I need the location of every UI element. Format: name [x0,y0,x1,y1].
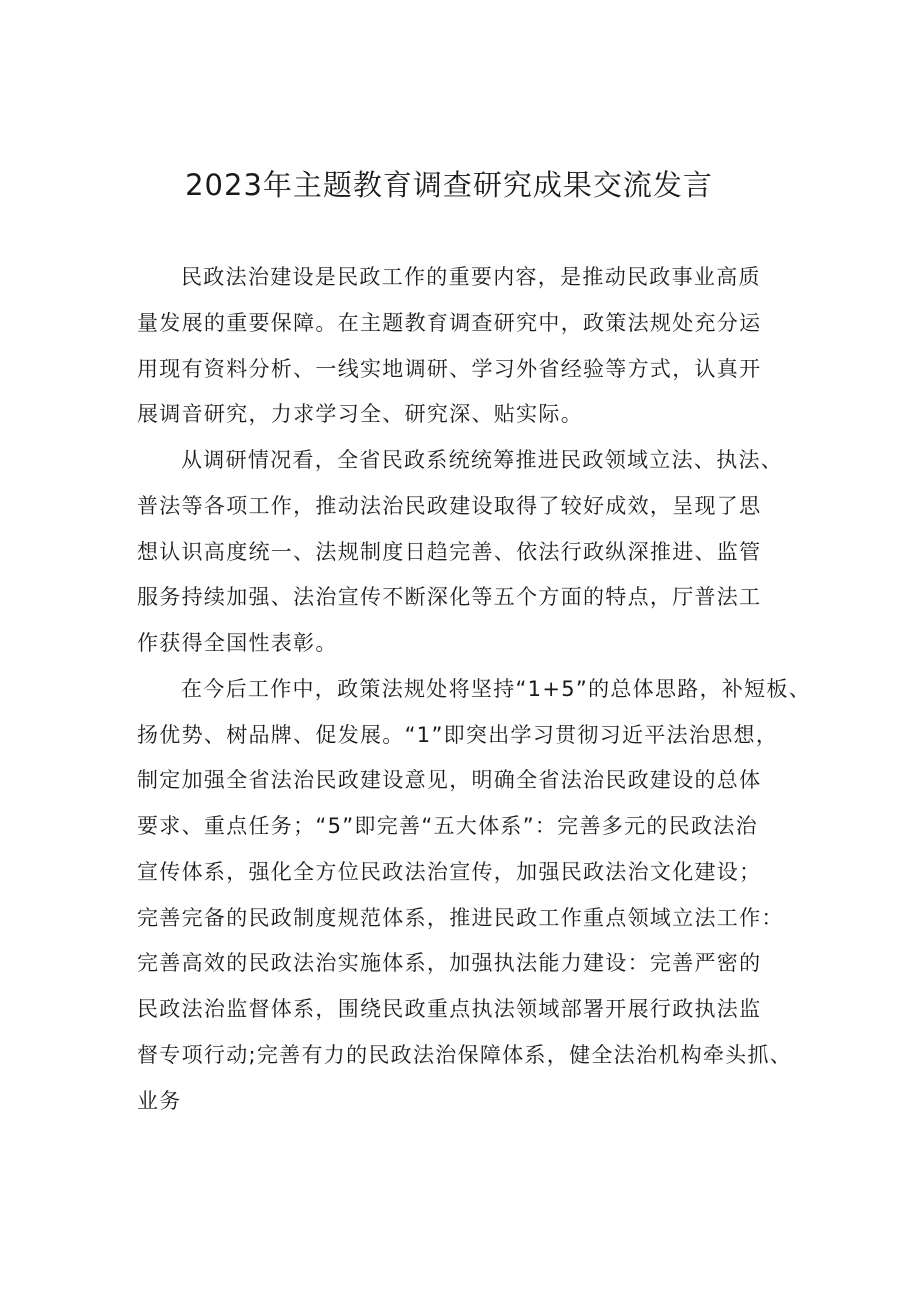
document-title: 2023年主题教育调查研究成果交流发言 [185,168,713,202]
paragraph-line: 完善完备的民政制度规范体系，推进民政工作重点领域立法工作： [137,905,784,930]
paragraph-line: 作获得全国性表彰。 [137,631,338,655]
paragraph-line: 扬优势、树品牌、促发展。“1”即突出学习贯彻习近平法治思想， [137,722,779,747]
paragraph-line: 完善高效的民政法治实施体系，加强执法能力建设：完善严密的 [137,951,762,976]
paragraph-line: 服务持续加强、法治宣传不断深化等五个方面的特点，厅普法工 [137,585,762,610]
paragraph-line: 业务 [137,1088,182,1113]
paragraph-line: 展调音研究，力求学习全、研究深、贴实际。 [137,402,583,427]
paragraph-line: 在今后工作中，政策法规处将坚持“1+5”的总体思路，补短板、 [181,676,812,701]
paragraph-line: 宣传体系，强化全方位民政法治宣传，加强民政法治文化建设； [137,859,762,884]
paragraph-line: 从调研情况看，全省民政系统统筹推进民政领域立法、执法、 [181,448,784,472]
paragraph-line: 制定加强全省法治民政建设意见，明确全省法治民政建设的总体 [137,768,762,793]
paragraph-line: 用现有资料分析、一线实地调研、学习外省经验等方式，认真开 [137,356,762,381]
paragraph-3 [137,667,817,1125]
paragraph-line: 民政法治监督体系，围绕民政重点执法领域部署开展行政执法监 [137,997,762,1021]
paragraph-line: 民政法治建设是民政工作的重要内容，是推动民政事业高质 [181,265,761,289]
paragraph-line: 要求、重点任务；“5”即完善“五大体系”：完善多元的民政法治 [137,814,758,838]
paragraph-line: 量发展的重要保障。在主题教育调查研究中，政策法规处充分运 [137,310,762,335]
document-body [137,255,817,1124]
paragraph-line: 普法等各项工作，推动法治民政建设取得了较好成效，呈现了思 [137,493,762,518]
paragraph-line: 督专项行动;完善有力的民政法治保障体系，健全法治机构牵头抓、 [137,1042,793,1067]
paragraph-1 [137,255,817,438]
paragraph-2 [137,438,817,667]
paragraph-line: 想认识高度统一、法规制度日趋完善、依法行政纵深推进、监管 [137,539,762,564]
